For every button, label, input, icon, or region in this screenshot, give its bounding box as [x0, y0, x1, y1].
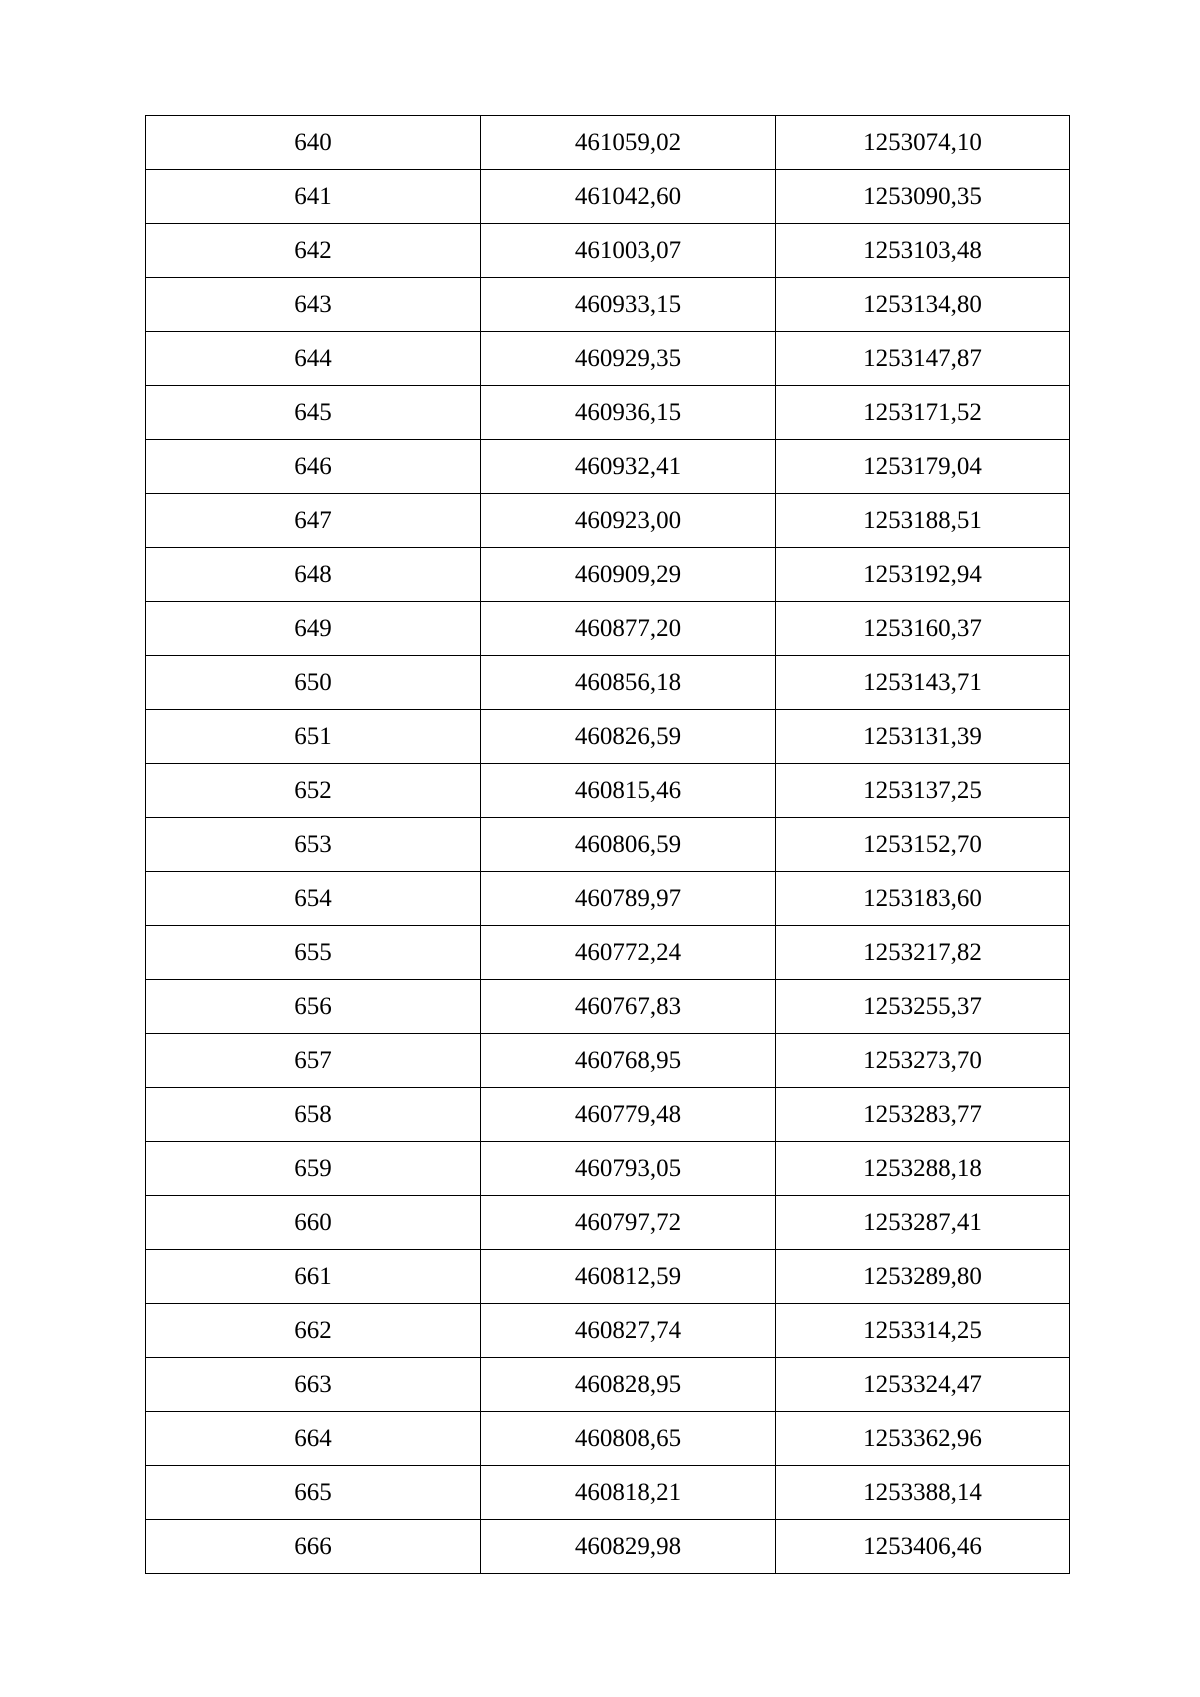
table-row [146, 440, 1070, 494]
table-row [146, 494, 1070, 548]
y-coordinate-cell: 1253192,94 [776, 548, 1070, 602]
y-coordinate-cell: 1253406,46 [776, 1520, 1070, 1574]
x-coordinate-cell: 460877,20 [481, 602, 776, 656]
point-number-cell: 642 [146, 224, 481, 278]
x-coordinate-cell: 460827,74 [481, 1304, 776, 1358]
y-coordinate-cell: 1253160,37 [776, 602, 1070, 656]
table-row [146, 1304, 1070, 1358]
x-coordinate-cell: 460768,95 [481, 1034, 776, 1088]
x-coordinate-cell: 460815,46 [481, 764, 776, 818]
y-coordinate-cell: 1253273,70 [776, 1034, 1070, 1088]
table-row [146, 656, 1070, 710]
x-coordinate-cell: 461042,60 [481, 170, 776, 224]
x-coordinate-cell: 460789,97 [481, 872, 776, 926]
table-row [146, 1196, 1070, 1250]
table-row [146, 818, 1070, 872]
y-coordinate-cell: 1253217,82 [776, 926, 1070, 980]
x-coordinate-cell: 460772,24 [481, 926, 776, 980]
x-coordinate-cell: 460808,65 [481, 1412, 776, 1466]
point-number-cell: 645 [146, 386, 481, 440]
table-row [146, 710, 1070, 764]
y-coordinate-cell: 1253152,70 [776, 818, 1070, 872]
point-number-cell: 650 [146, 656, 481, 710]
x-coordinate-cell: 460909,29 [481, 548, 776, 602]
y-coordinate-cell: 1253314,25 [776, 1304, 1070, 1358]
table-row [146, 1142, 1070, 1196]
point-number-cell: 660 [146, 1196, 481, 1250]
point-number-cell: 655 [146, 926, 481, 980]
point-number-cell: 644 [146, 332, 481, 386]
y-coordinate-cell: 1253171,52 [776, 386, 1070, 440]
point-number-cell: 662 [146, 1304, 481, 1358]
point-number-cell: 653 [146, 818, 481, 872]
y-coordinate-cell: 1253362,96 [776, 1412, 1070, 1466]
x-coordinate-cell: 460797,72 [481, 1196, 776, 1250]
y-coordinate-cell: 1253287,41 [776, 1196, 1070, 1250]
table-row [146, 332, 1070, 386]
y-coordinate-cell: 1253103,48 [776, 224, 1070, 278]
table-row [146, 170, 1070, 224]
x-coordinate-cell: 460806,59 [481, 818, 776, 872]
x-coordinate-cell: 460793,05 [481, 1142, 776, 1196]
point-number-cell: 646 [146, 440, 481, 494]
x-coordinate-cell: 460779,48 [481, 1088, 776, 1142]
y-coordinate-cell: 1253074,10 [776, 116, 1070, 170]
point-number-cell: 643 [146, 278, 481, 332]
y-coordinate-cell: 1253143,71 [776, 656, 1070, 710]
table-row [146, 1250, 1070, 1304]
y-coordinate-cell: 1253283,77 [776, 1088, 1070, 1142]
table-row [146, 980, 1070, 1034]
point-number-cell: 665 [146, 1466, 481, 1520]
x-coordinate-cell: 460923,00 [481, 494, 776, 548]
x-coordinate-cell: 460856,18 [481, 656, 776, 710]
table-row [146, 764, 1070, 818]
point-number-cell: 666 [146, 1520, 481, 1574]
table-row [146, 1466, 1070, 1520]
x-coordinate-cell: 460818,21 [481, 1466, 776, 1520]
point-number-cell: 648 [146, 548, 481, 602]
x-coordinate-cell: 460932,41 [481, 440, 776, 494]
table-row [146, 1520, 1070, 1574]
point-number-cell: 640 [146, 116, 481, 170]
point-number-cell: 649 [146, 602, 481, 656]
x-coordinate-cell: 460936,15 [481, 386, 776, 440]
x-coordinate-cell: 461059,02 [481, 116, 776, 170]
y-coordinate-cell: 1253255,37 [776, 980, 1070, 1034]
x-coordinate-cell: 461003,07 [481, 224, 776, 278]
point-number-cell: 647 [146, 494, 481, 548]
table-row [146, 872, 1070, 926]
table-row [146, 1034, 1070, 1088]
y-coordinate-cell: 1253183,60 [776, 872, 1070, 926]
y-coordinate-cell: 1253288,18 [776, 1142, 1070, 1196]
x-coordinate-cell: 460933,15 [481, 278, 776, 332]
table-row [146, 1412, 1070, 1466]
table-row [146, 602, 1070, 656]
table-row [146, 1358, 1070, 1412]
x-coordinate-cell: 460829,98 [481, 1520, 776, 1574]
table-row [146, 224, 1070, 278]
y-coordinate-cell: 1253388,14 [776, 1466, 1070, 1520]
y-coordinate-cell: 1253188,51 [776, 494, 1070, 548]
x-coordinate-cell: 460828,95 [481, 1358, 776, 1412]
point-number-cell: 658 [146, 1088, 481, 1142]
x-coordinate-cell: 460767,83 [481, 980, 776, 1034]
y-coordinate-cell: 1253090,35 [776, 170, 1070, 224]
coordinates-table [145, 115, 1070, 1574]
y-coordinate-cell: 1253324,47 [776, 1358, 1070, 1412]
table-row [146, 926, 1070, 980]
point-number-cell: 656 [146, 980, 481, 1034]
point-number-cell: 664 [146, 1412, 481, 1466]
y-coordinate-cell: 1253137,25 [776, 764, 1070, 818]
y-coordinate-cell: 1253179,04 [776, 440, 1070, 494]
point-number-cell: 657 [146, 1034, 481, 1088]
x-coordinate-cell: 460929,35 [481, 332, 776, 386]
y-coordinate-cell: 1253289,80 [776, 1250, 1070, 1304]
table-row [146, 116, 1070, 170]
point-number-cell: 652 [146, 764, 481, 818]
table-row [146, 386, 1070, 440]
table-row [146, 548, 1070, 602]
point-number-cell: 641 [146, 170, 481, 224]
y-coordinate-cell: 1253131,39 [776, 710, 1070, 764]
point-number-cell: 651 [146, 710, 481, 764]
point-number-cell: 663 [146, 1358, 481, 1412]
coordinates-table-body [146, 116, 1070, 1574]
point-number-cell: 654 [146, 872, 481, 926]
x-coordinate-cell: 460812,59 [481, 1250, 776, 1304]
point-number-cell: 661 [146, 1250, 481, 1304]
table-row [146, 278, 1070, 332]
y-coordinate-cell: 1253134,80 [776, 278, 1070, 332]
x-coordinate-cell: 460826,59 [481, 710, 776, 764]
table-row [146, 1088, 1070, 1142]
y-coordinate-cell: 1253147,87 [776, 332, 1070, 386]
point-number-cell: 659 [146, 1142, 481, 1196]
